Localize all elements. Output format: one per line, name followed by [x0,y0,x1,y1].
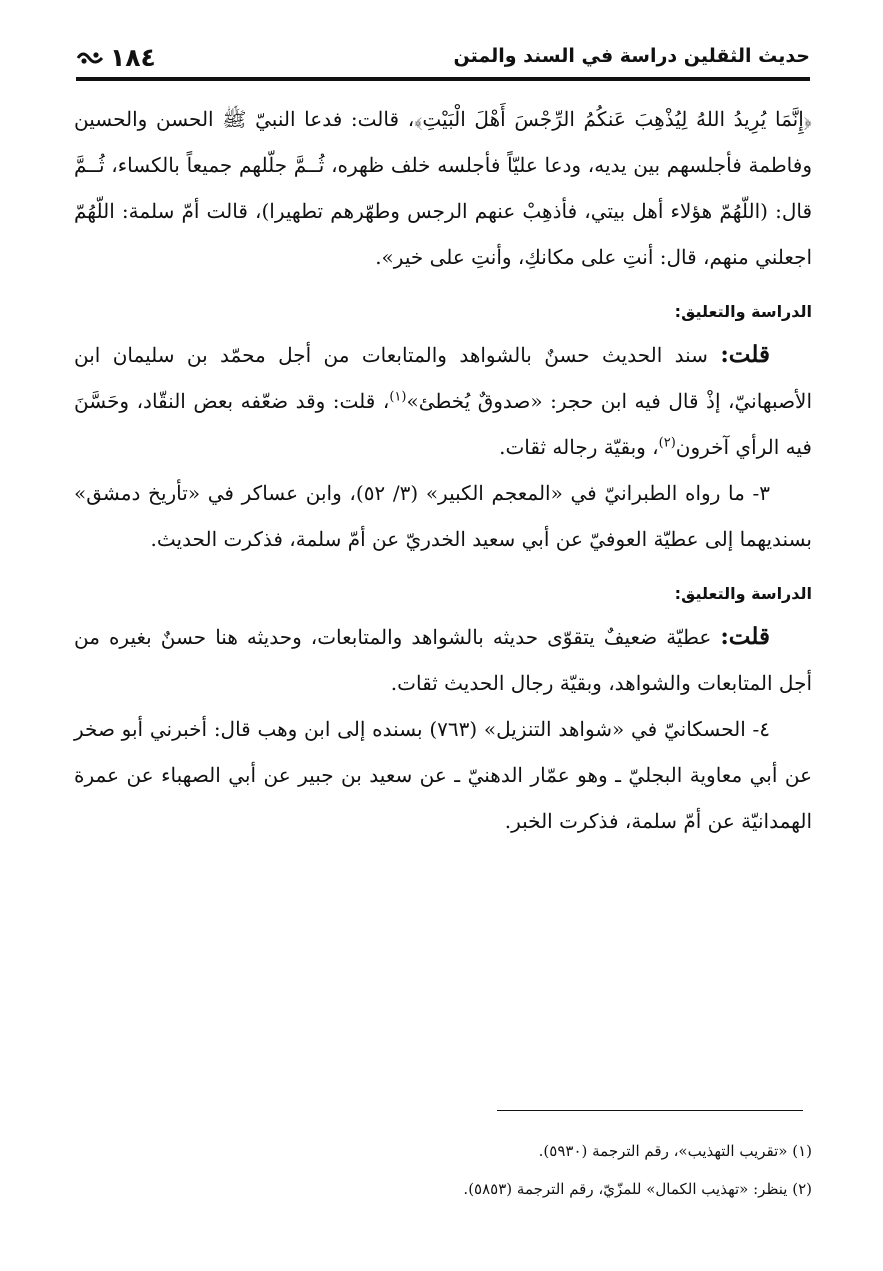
page-body [74,96,812,844]
page-number-block [76,43,156,74]
footnote-ref-1[interactable]: (١) [389,389,407,405]
footnote-rule [497,1110,803,1111]
header-rule [76,77,810,81]
lead-word: قلت: [720,341,770,368]
paragraph-commentary-2: قلت: عطيّة ضعيفٌ يتقوّى حديثه بالشواهد والمتابعات، وحديثه هنا حسنٌ بغيره من أجل المتابعات والشواهد، وبقيّة رجال الحديث ثقات. [74,623,812,695]
page-header [76,30,810,74]
footnote-2: (٢) ينظر: «تهذيب الكمال» للمزّيّ، رقم الترجمة (٥٨٥٣). [463,1180,812,1198]
footnote-ref-2[interactable]: (٢) [658,435,676,451]
paragraph-hadith-end: ﴿إِنَّمَا يُرِيدُ اللهُ لِيُذْهِبَ عَنكُمُ الرِّجْسَ أَهْلَ الْبَيْتِ﴾، قالت: فدعا النبيّ ﷺ الحسن والحسين وفاطمة فأجلسهم بين يديه، ودعا عليّاً فأجلسه خلف ظهره، ثُــمَّ جلّلهم جميعاً بالكساء، ثُــمَّ قال: (اللّهُمّ هؤلاء أهل بيتي، فأذهِبْ عنهم الرجس وطهّرهم تطهيرا)، قالت أمّ سلمة: اللّهُمّ اجعلني منهم، قال: أنتِ على مكانكِ، وأنتِ على خير». [74,107,813,269]
lead-word: قلت: [720,623,770,650]
section-heading-study: الدراسة والتعليق: [674,302,812,321]
vine-ornament-icon [76,49,104,67]
footnotes [74,1132,812,1208]
paragraph-narration-3: ٣- ما رواه الطبرانيّ في «المعجم الكبير» (٣/ ٥٢)، وابن عساكر في «تأريخ دمشق» بسنديهما إلى عطيّة العوفيّ عن أبي سعيد الخدريّ عن أمّ سلمة، فذكرت الحديث. [74,481,812,551]
paragraph-commentary-1: قلت: سند الحديث حسنٌ بالشواهد والمتابعات من أجل محمّد بن سليمان ابن الأصبهانيّ، إذْ قال فيه ابن حجر: «صدوقٌ يُخطئ»$^{(١)}$، قلت: وقد ضعّفه بعض النقّاد، وحَسَّنَ فيه الرأي آخرون$^{(٢)}$، وبقيّة رجاله ثقات. [74,341,813,459]
section-heading-study-2: الدراسة والتعليق: [674,584,812,603]
paragraph-narration-4: ٤- الحسكانيّ في «شواهد التنزيل» (٧٦٣) بسنده إلى ابن وهب قال: أخبرني أبو صخر عن أبي معاوية البجليّ ـ وهو عمّار الدهنيّ ـ عن سعيد بن جبير عن أبي الصهباء عن عمرة الهمدانيّة عن أمّ سلمة، فذكرت الخبر. [74,717,813,833]
page-number: ١٨٤ [110,43,156,72]
running-title: حديث الثقلين دراسة في السند والمتن [453,45,810,67]
footnote-1: (١) «تقريب التهذيب»، رقم الترجمة (٥٩٣٠). [538,1142,812,1160]
